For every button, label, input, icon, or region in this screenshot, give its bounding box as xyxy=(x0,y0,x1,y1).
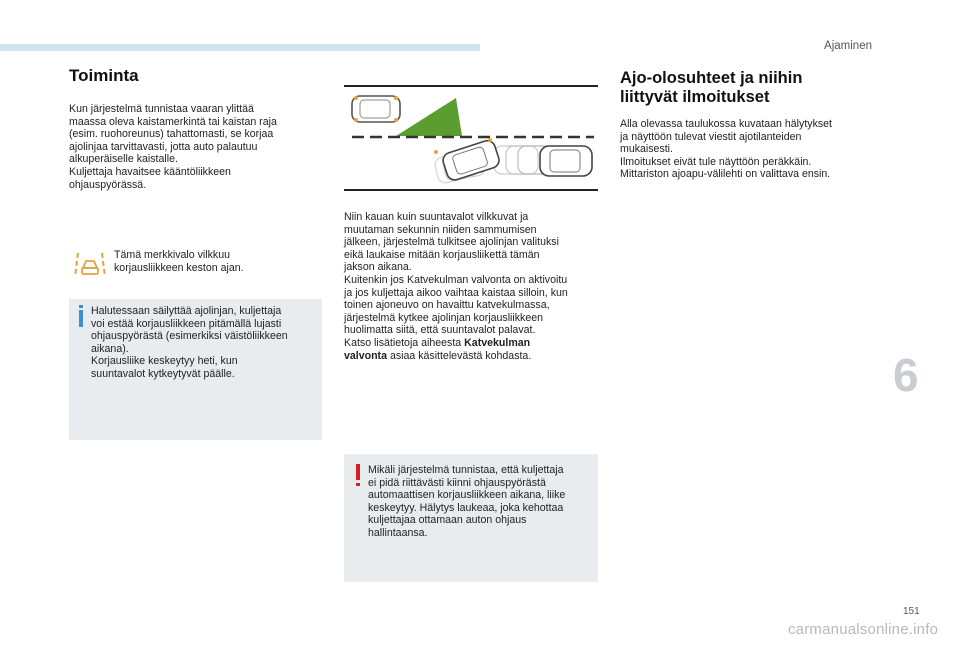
section-heading-conditions: Ajo-olosuhteet ja niihin liittyvät ilmoitukset xyxy=(620,69,803,106)
chapter-title: Ajaminen xyxy=(824,40,872,52)
cross-reference-title-cont: valvonta xyxy=(344,349,387,362)
lane-correction-illustration xyxy=(344,88,598,188)
cross-reference-title: Katvekulman xyxy=(464,336,531,349)
intro-paragraph: Kun järjestelmä tunnistaa vaaran ylittää maassa oleva kaistamerkintä tai kaistan raja (esim. ruohoreunus) tahattomasti, se korjaa ajolinjaa tarvittavasti, jotta auto palautuu alkuperäiselle kaistalle. Kuljettaja havaitsee kääntöliikkeen ohjauspyörässä. xyxy=(69,103,277,191)
warning-box-text: Mikäli järjestelmä tunnistaa, että kuljettaja ei pidä riittävästi kiinni ohjauspyörästä automaattisen korjausliikkeen aikana, liike keskeytyy. Hälytys laukeaa, joka kehottaa kuljettajaa ottamaan auton ohjaus hallintaansa. xyxy=(368,464,566,539)
page-number: 151 xyxy=(903,606,920,617)
info-box-text: Halutessaan säilyttää ajolinjan, kuljettaja voi estää korjausliikkeen pitämällä lujasti ohjauspyörästä (esimerkiksi väistöliikkeen aikana). Korjausliike keskeytyy heti, kun suuntavalot kytkeytyvät päälle. xyxy=(91,305,288,380)
lane-keeping-warning-lamp-icon xyxy=(74,250,106,280)
illustration-bottom-rule xyxy=(344,189,598,191)
middle-body-text: Niin kauan kuin suuntavalot vilkkuvat ja muutaman sekunnin niiden sammumisen jälkeen, järjestelmä tulkitsee ajolinjan valituksi eikä laukaise mitään korjausliikettä tämän jakson aikana. Kuitenkin jos Katvekulman valvonta on aktivoitu ja jos kuljettaja aikoo vaihtaa kaistaa silloin, kun toinen ajoneuvo on havaittu katvekulmassa, järjestelmä kytkee ajolinjan korjausliikkeen huolimatta siitä, että suuntavalot palavat. Katso lisätietoja aiheesta Katvekulman valvonta asiaa käsittelevästä kohdasta. xyxy=(344,211,602,362)
conditions-body-text: Alla olevassa taulukossa kuvataan hälytykset ja näyttöön tulevat viestit ajotilanteiden mukaisesti. Ilmoitukset eivät tule näyttöön peräkkäin. Mittariston ajoapu-välilehti on valittava ensin. xyxy=(620,118,832,181)
info-icon xyxy=(79,305,83,327)
info-box xyxy=(69,299,322,440)
top-accent-bar xyxy=(0,44,480,51)
cross-reference: Katso lisätietoja aiheesta Katvekulman xyxy=(344,336,531,349)
illustration-top-rule xyxy=(344,85,598,87)
warning-lamp-text: Tämä merkkivalo vilkkuu korjausliikkeen keston ajan. xyxy=(114,249,244,274)
watermark: carmanualsonline.info xyxy=(788,621,939,638)
warning-exclamation-icon xyxy=(356,464,360,486)
section-heading-toiminta: Toiminta xyxy=(69,66,139,85)
warning-box xyxy=(344,454,598,582)
chapter-number: 6 xyxy=(893,349,919,401)
